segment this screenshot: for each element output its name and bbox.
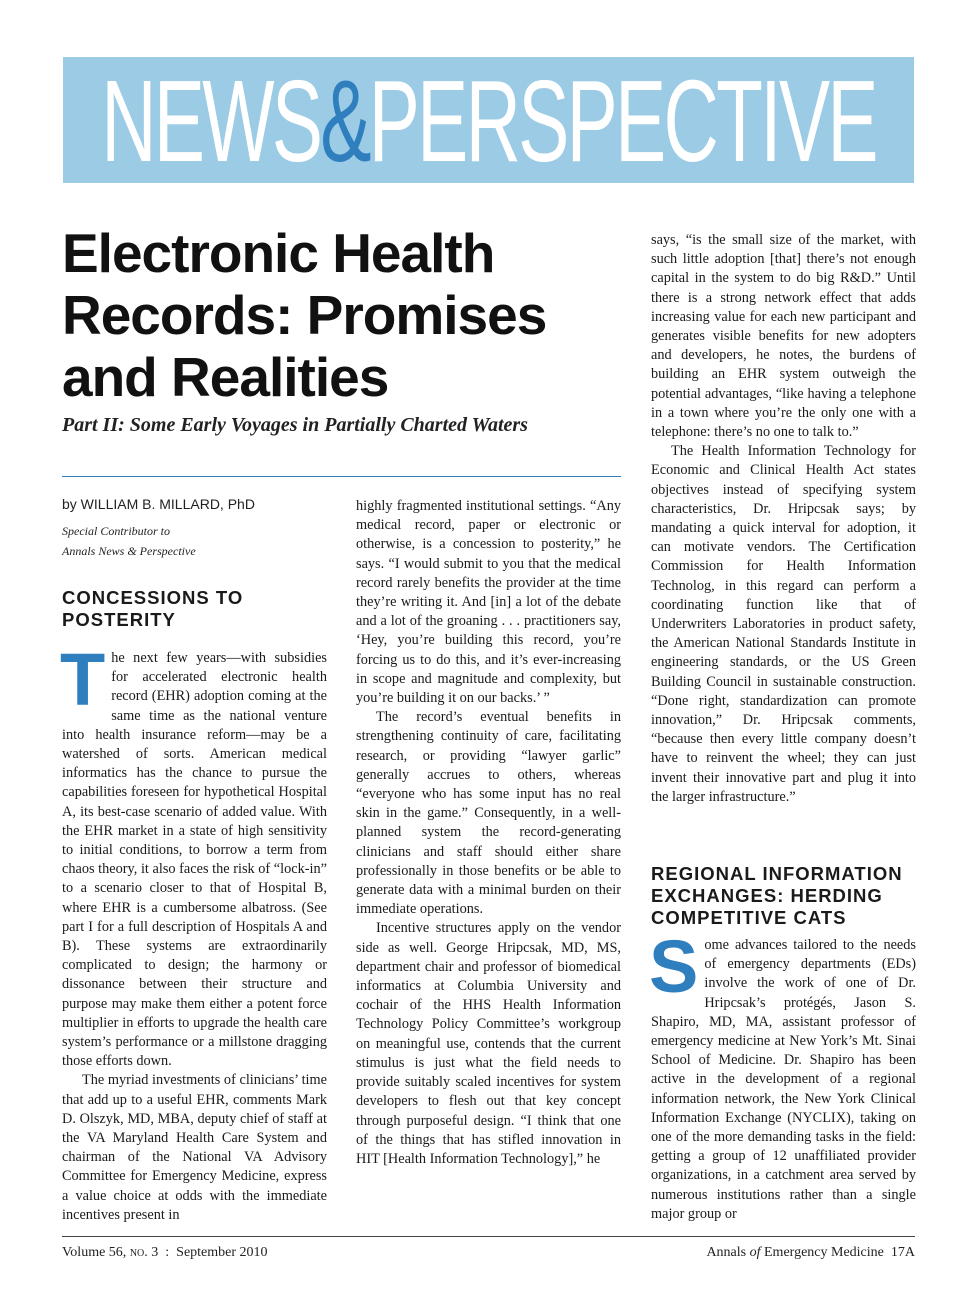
footer-issue-info	[62, 1245, 268, 1261]
paragraph: The Health Information Technology for Economic and Clinical Health Act states objectives instead of specifying system characteristics, Dr. Hripcsak says; by mandating a quick interval for adoption, it can motivate vendors. The Certification Commission for Health Information Technolog, in this regard can perform a coordinating function like that of Underwriters Laboratories in product safety, the American National Standards Institute in engineering standards, or the US Green Building Council in sustainable construction. “Done right, standardization can promote innovation,” Dr. Hripcsak comments, “because then every little company doesn’t have to reinvent the wheel; they can just invent their innovative part and plug it into the larger infrastructure.”	[651, 443, 916, 805]
section-heading-concessions: CONCESSIONS TO POSTERITY	[62, 587, 244, 630]
contributor-line-1: Special Contributor to	[62, 524, 170, 538]
column-3-bottom	[649, 925, 916, 1224]
byline: by WILLIAM B. MILLARD, PhD	[62, 496, 255, 512]
footer-journal-annals: Annals	[706, 1245, 747, 1260]
paragraph	[649, 925, 916, 1224]
paragraph	[60, 638, 327, 1071]
title-divider	[62, 476, 621, 477]
paragraph-text: he next few years—with subsidies for accelerated electronic health record (EHR) adoption coming at the same time as the national venture into health insurance reform—may be a watershed of sorts. American medical informatics has the chance to pursue the capabilities foreseen for hypothetical Hospital A, its best-case scenario of added value. With the EHR market in a state of high sensitivity to initial conditions, to borrow a term from chaos theory, it also faces the risk of “lock-in” to a scenario closer to that of Hospital B, where EHR is a cumbersome albatross. (See part I for a full description of Hospitals A and B). These systems are extraordinarily complicated to design; the harmony or dissonance between their structure and purpose may make them either a potent force multiplier in efforts to upgrade the health care system’s performance or a millstone dragging those efforts down.	[62, 650, 327, 1070]
paragraph: The record’s eventual benefits in strengthening continuity of care, facilitating research, or providing “lawyer garlic” generally accrues to others, whereas “everyone who has some input has no real skin in the game.” Consequently, in a well-planned system the record-generating clinicians and staff should either share professionally in those benefits or be able to generate data with a minimal burden on their immediate operations.	[356, 709, 621, 918]
paragraph: Incentive structures apply on the vendor side as well. George Hripcsak, MD, MS, department chair and professor of biomedical informatics at Columbia University and cochair of the HHS Health Information Technology Policy Committee’s workgroup on meaningful use, contends that the current stimulus is just what the field needs to provide suitably scaled incentives for system developers to flesh out that key concept through purposeful design. “I think that one of the things that has stifled innovation in HIT [Health Information Technology],” he	[356, 920, 621, 1167]
article-subtitle: Part II: Some Early Voyages in Partially Charted Waters	[62, 414, 528, 436]
banner-text	[101, 57, 876, 183]
banner-news: NEWS	[101, 57, 321, 183]
section-banner	[63, 57, 914, 183]
column-2	[356, 497, 621, 1169]
footer-journal-name: Emergency Medicine	[764, 1245, 884, 1260]
footer-volume: Volume 56,	[62, 1245, 127, 1260]
drop-cap: S	[649, 925, 699, 1008]
paragraph: highly fragmented institutional settings. “Any medical record, paper or electronic or otherwise, is a concession to posterity,” he says. “I would submit to you that the medical record rarely benefits the provider at the time they’re writing it. And [in] a lot of the debate and a lot of the groaning . . . practitioners say, ‘Hey, you’re building this record, you’re forcing us to do this, and it’s ever-increasing in scope and magnitude and complexity, but you’re building it on our backs.’ ”	[356, 498, 621, 707]
column-1	[60, 638, 327, 1225]
contributor-note	[62, 521, 322, 561]
footer-journal	[706, 1245, 915, 1261]
section-heading-regional: REGIONAL INFORMATION EXCHANGES: HERDING COMPETITIVE CATS	[651, 863, 903, 928]
banner-perspective: PERSPECTIVE	[368, 57, 876, 183]
paragraph: The myriad investments of clinicians’ time that add up to a useful EHR, comments Mark D. Olszyk, MD, MBA, deputy chief of staff at the VA Maryland Health Care System and chairman of the National VA Advisory Committee for Emergency Medicine, express a value choice at odds with the immediate incentives present in	[62, 1072, 327, 1223]
column-3-top	[651, 231, 916, 807]
contributor-line-2: Annals News & Perspective	[62, 544, 196, 558]
article-title: Electronic Health Records: Promises and Realities	[62, 222, 547, 408]
footer-journal-of: of	[749, 1245, 761, 1260]
paragraph-text: ome advances tailored to the needs of emergency departments (EDs) involve the work of one of Dr. Hripcsak’s protégés, Jason S. Shapiro, MD, MA, assistant professor of emergency medicine at New York’s Mt. Sinai School of Medicine. Dr. Shapiro has been active in the development of a regional information network, the New York Clinical Information Exchange (NYCLIX), taking on one of the more demanding tasks in the field: getting a group of 12 unaffiliated provider organizations, in a catchment area served by numerous institutions rather than a single major group or	[651, 937, 916, 1222]
footer-date: September 2010	[176, 1245, 268, 1260]
page-number: 17A	[890, 1245, 915, 1260]
footer-separator: :	[165, 1245, 170, 1260]
banner-ampersand: &	[320, 57, 369, 183]
footer-divider	[62, 1236, 915, 1237]
drop-cap: T	[60, 638, 106, 721]
paragraph: says, “is the small size of the market, with such little adoption [that] there’s not enough capital in the system to do big R&D.” Until there is a strong network effect that adds increasing value for each new participant and generates visible benefits for new adopters and developers, he notes, the burdens of building an EHR system outweigh the potential advantages, “like having a telephone in a town where you’re the only one with a telephone: there’s no one to talk to.”	[651, 232, 916, 441]
footer-issue: no. 3	[129, 1245, 159, 1260]
